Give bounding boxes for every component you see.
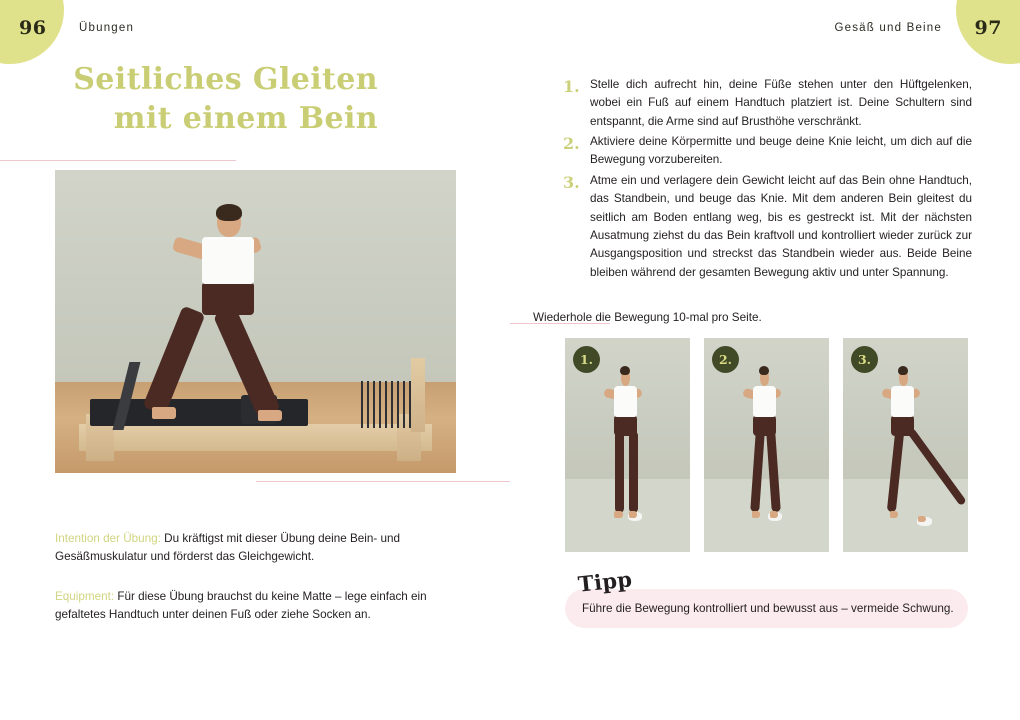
hero-photo xyxy=(55,170,456,473)
step-number: 1. xyxy=(563,77,580,96)
step-item xyxy=(560,133,972,170)
tip-text: Führe die Bewegung kontrolliert und bewusst aus – vermeide Schwung. xyxy=(582,602,954,615)
intention-paragraph xyxy=(55,530,460,567)
step-photo-1 xyxy=(565,338,690,552)
step-number: 3. xyxy=(563,172,580,192)
equipment-label: Equipment: xyxy=(55,589,115,603)
tip-label: Tipp xyxy=(576,566,634,597)
step-photo-2 xyxy=(704,338,829,552)
page-number-left: 96 xyxy=(19,17,47,39)
step-item xyxy=(560,172,972,282)
exercise-title-line-1: Seitliches Gleiten xyxy=(73,62,378,97)
divider-below-hero xyxy=(256,481,510,482)
step-photo-strip xyxy=(565,338,968,552)
figure-main-pose xyxy=(143,206,327,442)
step-item xyxy=(560,76,972,131)
step-photo-badge: 3. xyxy=(851,346,878,373)
equipment-paragraph xyxy=(55,588,460,625)
step-photo-3 xyxy=(843,338,968,552)
step-text: Atme ein und verlagere dein Gewicht leicht auf das Bein ohne Handtuch, das Standbein, und beuge das Knie. Mit dem anderen Bein gleitest du seitlich am Boden entlang weg, bis es gestreckt ist. Mit der nächsten Ausatmung ziehst du das Bein kraftvoll und kontrolliert wieder zurück zur Ausgangsposition und streckst das Standbein wieder aus. Beide Beine bleiben während der gesamten Bewegung aktiv und unter Spannung. xyxy=(590,173,972,279)
page-number-right: 97 xyxy=(974,17,1002,39)
repetitions-text: Wiederhole die Bewegung 10-mal pro Seite. xyxy=(533,311,762,324)
intention-label: Intention der Übung: xyxy=(55,531,161,545)
step-text: Stelle dich aufrecht hin, deine Füße stehen unter den Hüftgelenken, wobei ein Fuß auf einem Handtuch platziert ist. Deine Schultern sind entspannt, die Arme sind auf Brusthöhe verschränkt. xyxy=(590,78,972,128)
step-photo-badge: 1. xyxy=(573,346,600,373)
step-number: 2. xyxy=(563,134,580,154)
step-list xyxy=(560,76,972,284)
exercise-title xyxy=(40,60,378,138)
step-text: Aktiviere deine Körpermitte und beuge deine Knie leicht, um dich auf die Bewegung vorzubereiten. xyxy=(590,135,972,167)
intention-text: Du kräftigst mit dieser Übung deine Bein- und Gesäßmuskulatur und förderst das Gleichgewicht. xyxy=(55,531,400,564)
running-head-right: Gesäß und Beine xyxy=(834,22,942,34)
step-photo-badge: 2. xyxy=(712,346,739,373)
running-head-left: Übungen xyxy=(79,22,135,34)
divider-above-hero xyxy=(0,160,236,161)
equipment-text: Für diese Übung brauchst du keine Matte – lege einfach ein gefaltetes Handtuch unter deinen Fuß oder ziehe Socken an. xyxy=(55,589,427,622)
exercise-title-line-2: mit einem Bein xyxy=(113,101,378,136)
